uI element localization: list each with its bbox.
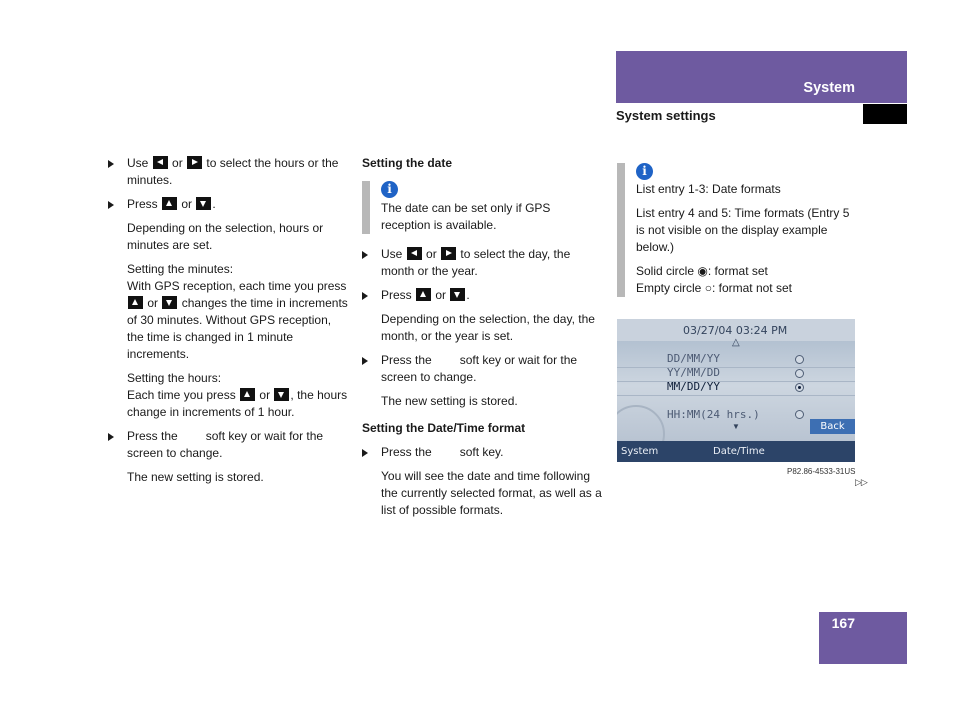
paragraph: Depending on the selection, the day, the month, or the year is set. [381,312,595,343]
paragraph-stored: The new setting is stored. [381,394,518,408]
note-empty-circle: Empty circle ○: format not set [636,281,792,295]
up-arrow-key-icon [240,388,255,401]
up-arrow-key-icon [128,296,143,309]
info-icon: i [381,181,398,198]
info-icon: i [636,163,653,180]
screen-menu-date-time: Date/Time [713,446,765,457]
heading-date-time-format: Setting the Date/Time format [362,421,526,435]
left-arrow-key-icon [153,156,168,169]
info-note: i The date can be set only if GPS reception is available. [362,181,602,234]
info-note-formats [617,163,860,297]
bullet-triangle-icon [108,201,114,209]
radio-empty-icon [795,355,804,364]
column-left [108,155,348,493]
figure-caption: P82.86-4533-31US [787,467,856,476]
back-softkey: Back [810,419,855,434]
bullet-triangle-icon [108,433,114,441]
chapter-tab [863,104,907,124]
bullet-triangle-icon [362,449,368,457]
scroll-up-icon: △ [732,337,740,348]
screen-menu-system: System [621,446,659,457]
instruction-select-day: Use or to select the day, the month or the year. [362,246,602,280]
note-date-formats: List entry 1-3: Date formats [636,182,781,196]
instruction-press-softkey: Press the soft key or wait for the screen to change. [108,428,348,462]
right-arrow-key-icon [187,156,202,169]
screen-datetime: 03/27/04 03:24 PM [683,324,788,337]
paragraph-hours: Setting the hours: Each time you press or , the hours change in increments of 1 hour. [127,371,348,419]
instruction-select-hours: Use or to select the hours or the minutes. [108,155,348,189]
down-arrow-key-icon [450,288,465,301]
note-solid-circle: Solid circle ◉: format set [636,264,768,278]
heading-setting-date: Setting the date [362,156,453,170]
note-bar [617,163,625,297]
scroll-down-icon: ▼ [732,422,740,431]
section-title: System settings [616,108,716,123]
note-bar [362,181,370,234]
radio-empty-icon [795,369,804,378]
continue-marker-icon: ▷▷ [855,477,867,487]
radio-empty-icon [795,410,804,419]
bullet-triangle-icon [108,160,114,168]
radio-selected-icon [795,383,804,392]
paragraph-minutes: Setting the minutes: With GPS reception, each time you press or changes the time in increments of 30 minutes. Without GPS reception, the time is changed in 1 minute increments. [127,262,348,361]
format-row: HH:MM(24 hrs.) [667,408,760,421]
column-middle [362,155,602,526]
display-screenshot [617,319,855,462]
left-arrow-key-icon [407,247,422,260]
right-arrow-key-icon [441,247,456,260]
page-number: 167 [831,615,855,631]
paragraph: You will see the date and time following the currently selected format, as well as a list of possible formats. [381,469,602,517]
down-arrow-key-icon [196,197,211,210]
up-arrow-key-icon [416,288,431,301]
down-arrow-key-icon [162,296,177,309]
note-time-formats: List entry 4 and 5: Time formats (Entry 5 is not visible on the display example below.) [636,206,850,254]
format-row: DD/MM/YY [667,352,720,365]
format-row-selected: MM/DD/YY [667,380,720,393]
bullet-triangle-icon [362,292,368,300]
format-row: YY/MM/DD [667,366,720,379]
paragraph-stored: The new setting is stored. [127,470,264,484]
instruction-press-softkey: Press the soft key or wait for the screen to change. [362,352,602,386]
bullet-triangle-icon [362,357,368,365]
chapter-title: System [803,80,855,96]
bullet-triangle-icon [362,251,368,259]
instruction-press-up-down: Press or . [362,287,602,304]
paragraph: Depending on the selection, hours or minutes are set. [127,221,324,252]
instruction-press-softkey: Press the soft key. [362,444,602,461]
instruction-press-up-down: Press or . [108,196,348,213]
down-arrow-key-icon [274,388,289,401]
solid-circle-icon: ◉ [697,264,708,278]
up-arrow-key-icon [162,197,177,210]
empty-circle-icon: ○ [704,281,712,295]
